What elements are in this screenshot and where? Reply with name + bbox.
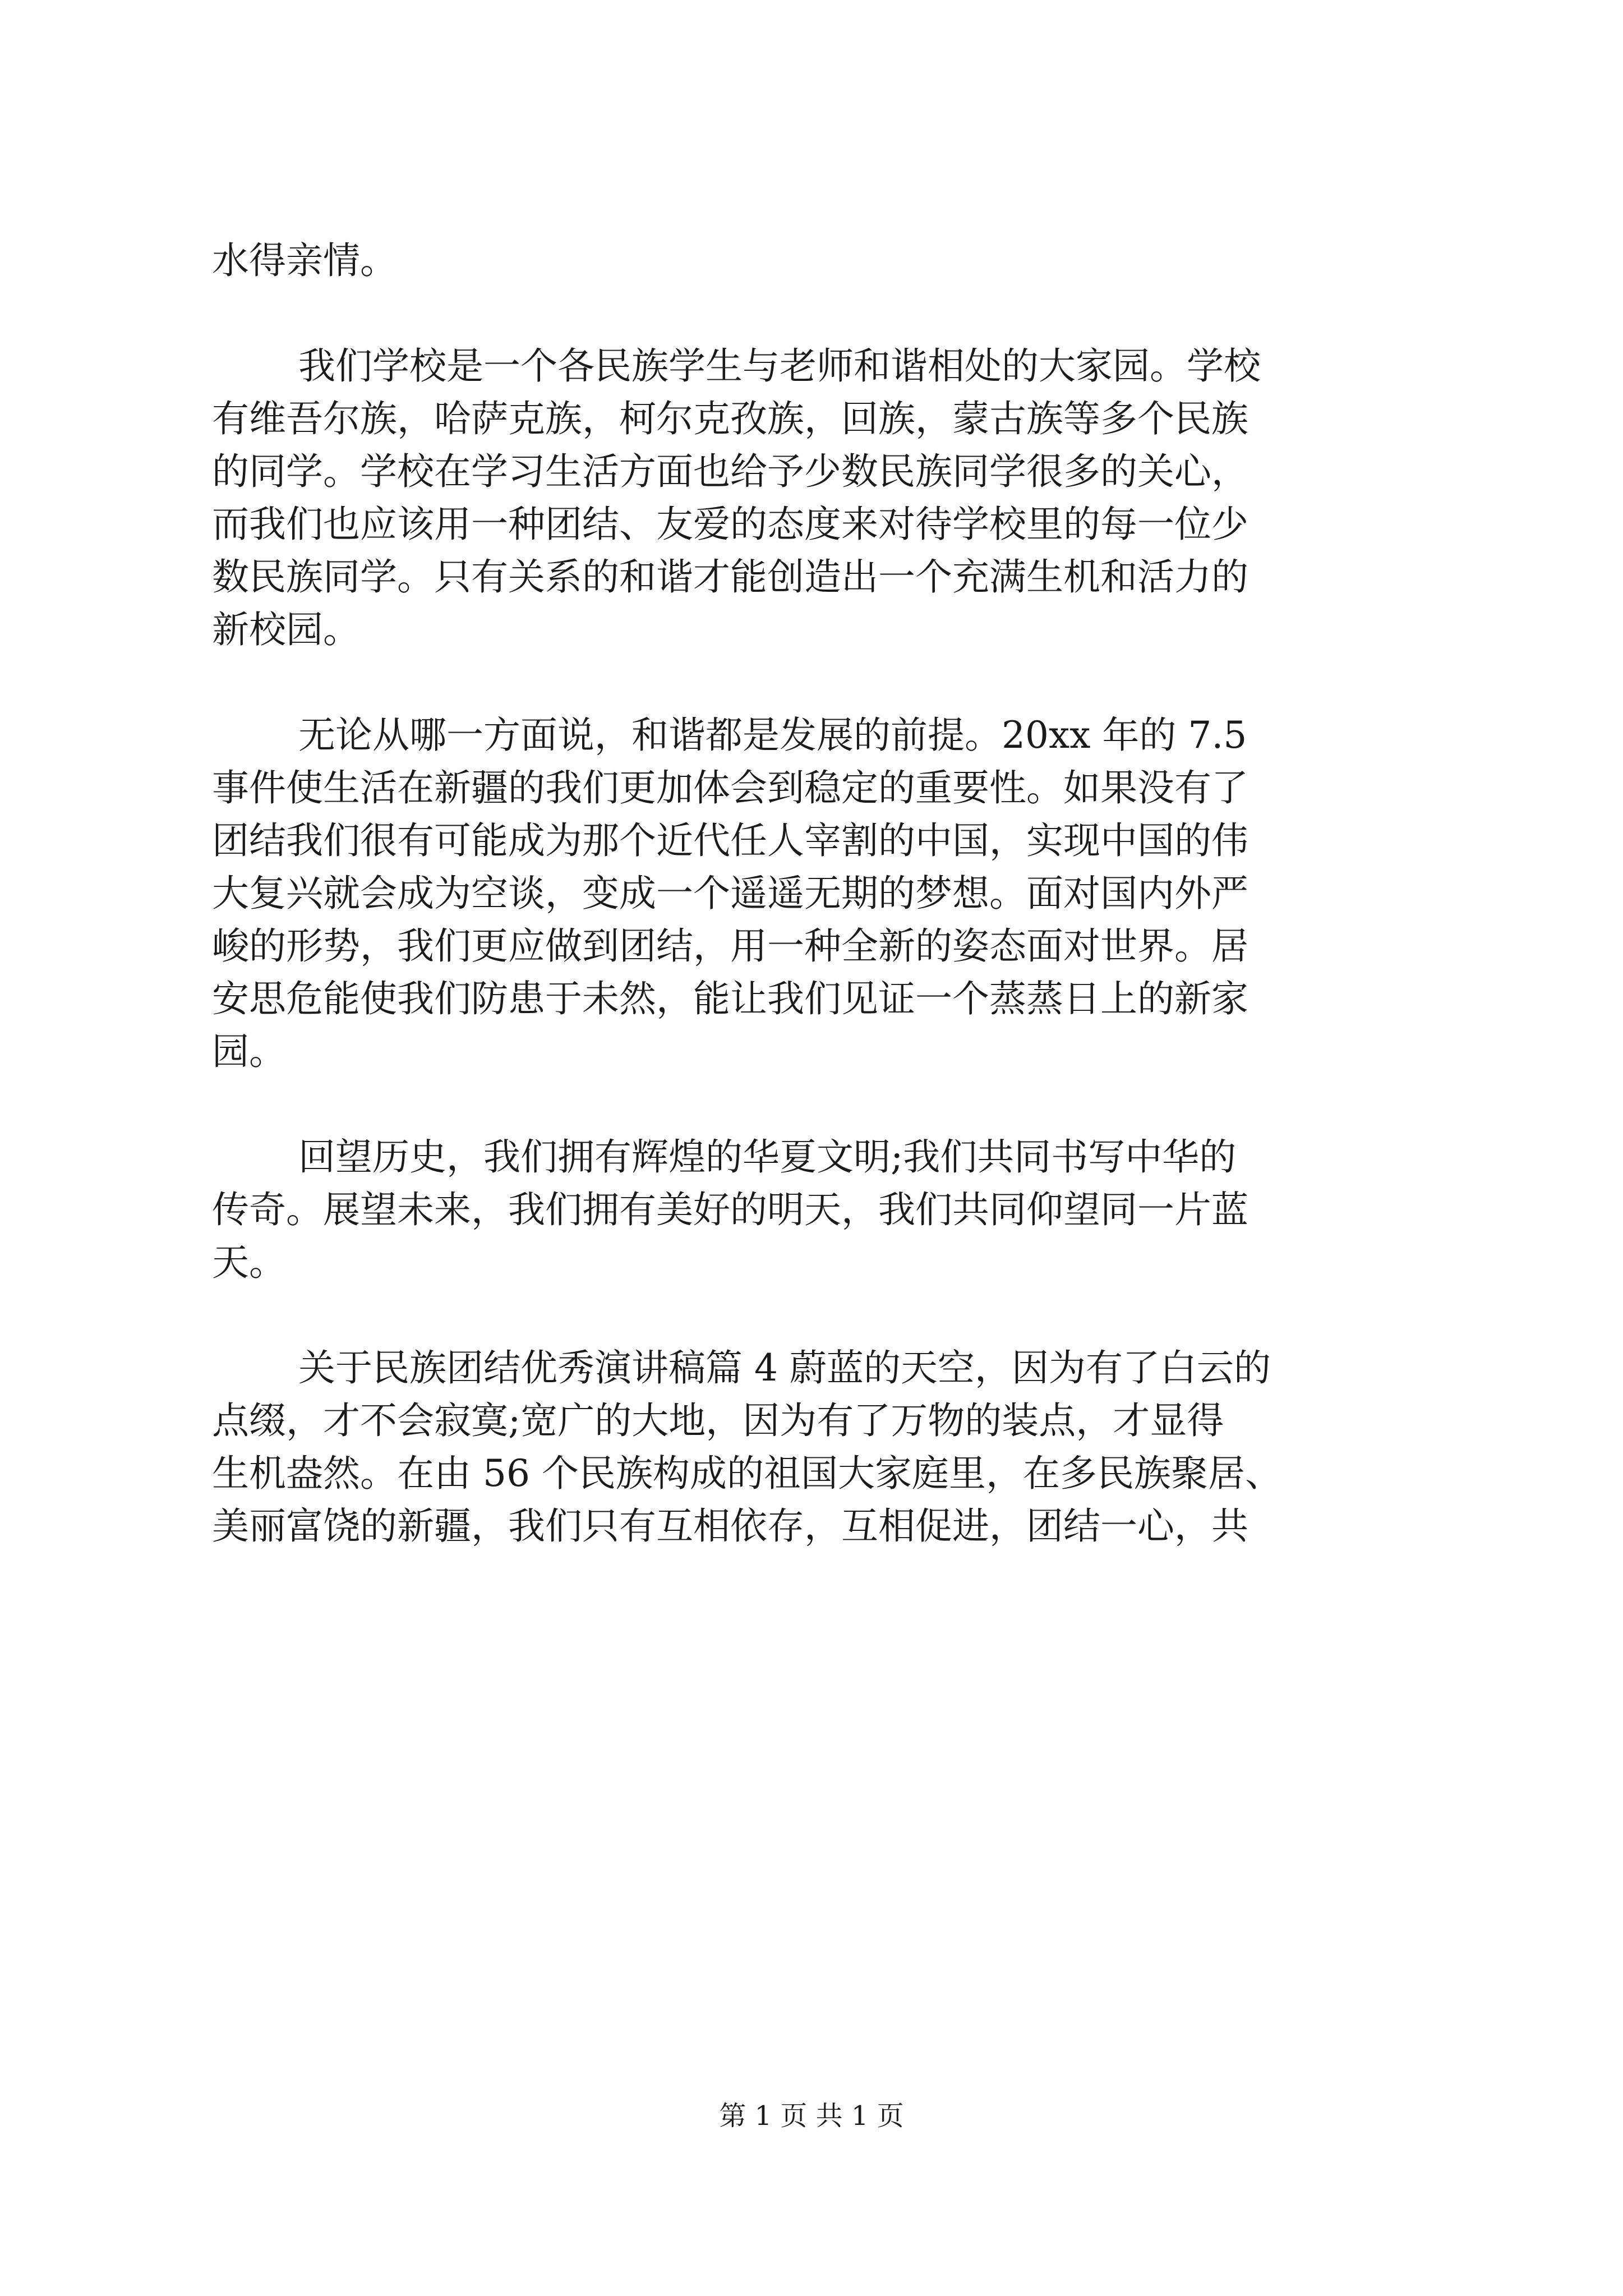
paragraph-gap xyxy=(212,287,1415,340)
paragraph-gap xyxy=(212,1078,1415,1131)
paragraph-gap xyxy=(212,1289,1415,1342)
paragraph-line: 点缀，才不会寂寞;宽广的大地，因为有了万物的装点，才显得 xyxy=(212,1399,1224,1442)
paragraph-line: 数民族同学。只有关系的和谐才能创造出一个充满生机和活力的 xyxy=(212,555,1248,599)
paragraph-line: 无论从哪一方面说，和谐都是发展的前提。20xx 年的 7.5 xyxy=(298,714,1247,757)
paragraph-line: 大复兴就会成为空谈，变成一个遥遥无期的梦想。面对国内外严 xyxy=(212,872,1248,915)
paragraph-line: 事件使生活在新疆的我们更加体会到稳定的重要性。如果没有了 xyxy=(212,766,1248,809)
paragraph-line: 的同学。学校在学习生活方面也给予少数民族同学很多的关心， xyxy=(212,450,1248,493)
paragraph-line: 回望历史，我们拥有辉煌的华夏文明;我们共同书写中华的 xyxy=(298,1135,1237,1179)
paragraph-line: 峻的形势，我们更应做到团结，用一种全新的姿态面对世界。居 xyxy=(212,924,1248,968)
page-footer xyxy=(0,2098,1623,2134)
paragraph-line: 传奇。展望未来，我们拥有美好的明天，我们共同仰望同一片蓝 xyxy=(212,1188,1248,1231)
paragraph-line: 团结我们很有可能成为那个近代任人宰割的中国，实现中国的伟 xyxy=(212,819,1248,862)
paragraph-line: 我们学校是一个各民族学生与老师和谐相处的大家园。学校 xyxy=(298,344,1261,388)
paragraph-line: 生机盎然。在由 56 个民族构成的祖国大家庭里，在多民族聚居、 xyxy=(212,1452,1282,1495)
paragraph-gap xyxy=(212,656,1415,709)
document-body xyxy=(212,234,1415,1553)
paragraph-line: 新校园。 xyxy=(212,608,360,651)
paragraph-line: 天。 xyxy=(212,1241,286,1284)
paragraph-line: 安思危能使我们防患于未然，能让我们见证一个蒸蒸日上的新家 xyxy=(212,977,1248,1020)
paragraph-line: 水得亲情。 xyxy=(212,239,397,282)
paragraph-line: 关于民族团结优秀演讲稿篇 4 蔚蓝的天空，因为有了白云的 xyxy=(298,1346,1271,1389)
paragraph-line: 美丽富饶的新疆，我们只有互相依存，互相促进，团结一心，共 xyxy=(212,1504,1248,1548)
paragraph-line: 有维吾尔族，哈萨克族，柯尔克孜族，回族，蒙古族等多个民族 xyxy=(212,397,1248,440)
page-number-label: 第 1 页 共 1 页 xyxy=(719,2100,904,2132)
paragraph-line: 而我们也应该用一种团结、友爱的态度来对待学校里的每一位少 xyxy=(212,503,1248,546)
paragraph-line: 园。 xyxy=(212,1030,286,1073)
